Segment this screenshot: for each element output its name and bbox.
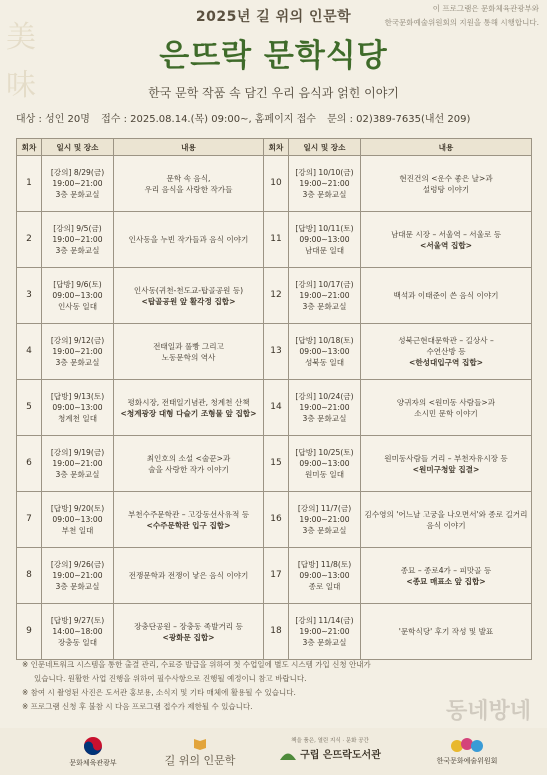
session-content-line-1: 평화시장, 전태일기념관, 청계천 산책	[127, 397, 250, 407]
session-number: 11	[264, 212, 289, 268]
session-content-cell	[114, 380, 264, 436]
session-content-line-1: 백석과 이태준이 쓴 음식 이야기	[393, 291, 499, 300]
session-content-line-1: 현진건의 <운수 좋은 날>과	[399, 173, 493, 183]
session-number: 2	[17, 212, 42, 268]
header-datetime: 일시 및 장소	[42, 139, 114, 156]
note-3: ※ 프로그램 신청 후 불참 시 다음 프로그램 접수가 제한될 수 있습니다.	[22, 702, 253, 711]
session-place: 청계천 일대	[57, 414, 98, 423]
session-content-cell	[361, 604, 532, 660]
session-time: 14:00~18:00	[52, 627, 103, 636]
page-title: 은뜨락 문학식당	[159, 38, 388, 74]
session-content-line-1: 원미동사람들 거리 – 부천자유시장 등	[384, 453, 508, 463]
session-time: 19:00~21:00	[52, 459, 103, 468]
session-date: [강의] 9/12(금)	[50, 336, 105, 345]
session-datetime-cell	[42, 268, 114, 324]
session-content-cell	[361, 268, 532, 324]
session-content-line-2: 수연산방 등	[426, 347, 466, 356]
session-place: 3층 문화교실	[55, 190, 100, 199]
session-place: 3층 문화교실	[55, 246, 100, 255]
session-date: [강의] 10/10(금)	[295, 168, 354, 177]
library-tagline: 책을 품은, 열린 지식 · 문화 공간	[291, 738, 369, 744]
session-content-cell	[361, 156, 532, 212]
session-number: 7	[17, 492, 42, 548]
session-content-line-1: 인사동(귀천-천도교-탑골공원 등)	[133, 285, 244, 295]
session-content-cell	[114, 212, 264, 268]
session-datetime-cell	[289, 492, 361, 548]
note-2: ※ 참여 시 촬영된 사진은 도서관 홍보용, 소식지 및 기타 매체에 활용될 수 있습니다.	[22, 688, 296, 697]
session-content-line-1: 양귀자의 <원미동 사람들>과	[396, 397, 496, 407]
meeting-point: <서울역 집합>	[419, 240, 473, 250]
session-content-line-1: '문학식당' 후기 작성 및 발표	[398, 627, 494, 636]
session-number: 15	[264, 436, 289, 492]
session-date: [답방] 9/27(토)	[50, 616, 105, 625]
apply-info: 접수 : 2025.08.14.(목) 09:00~, 홈페이지 접수	[101, 114, 316, 125]
humanities-logo-text: 길 위의 인문학	[164, 754, 236, 767]
watermark: 동네방네	[445, 699, 531, 724]
program-description: 한국 문학 작품 속 담긴 우리 음식과 얽힌 이야기	[148, 86, 399, 100]
session-content-line-1: 전태일과 풀빵 그리고	[153, 341, 224, 351]
session-number: 17	[264, 548, 289, 604]
session-date: [답방] 10/11(토)	[295, 224, 354, 233]
session-place: 원미동 일대	[304, 470, 345, 479]
session-place: 성북동 일대	[304, 358, 345, 367]
meeting-point: <한성대입구역 집합>	[408, 358, 484, 367]
session-content-line-2: 노동문학의 역사	[161, 352, 216, 362]
session-place: 인사동 일대	[57, 302, 98, 311]
meeting-point: <광화문 집합>	[162, 632, 215, 642]
session-datetime-cell	[289, 324, 361, 380]
library-logo	[270, 736, 390, 761]
session-place: 3층 문화교실	[302, 638, 347, 647]
session-content-line-1: 종묘 – 종로4가 – 피맛골 등	[400, 565, 492, 575]
session-number: 9	[17, 604, 42, 660]
session-date: [강의] 9/19(금)	[50, 448, 105, 457]
session-content-cell	[114, 324, 264, 380]
session-datetime-cell	[42, 492, 114, 548]
meeting-point: <청계광장 대형 다슬기 조형물 앞 집합>	[120, 408, 257, 418]
target-info: 대상 : 성인 20명	[16, 114, 90, 125]
library-logo-text: 구립 은뜨락도서관	[300, 750, 381, 761]
arko-icon	[449, 736, 485, 754]
session-number: 14	[264, 380, 289, 436]
header-content: 내용	[114, 139, 264, 156]
session-place: 3층 문화교실	[302, 190, 347, 199]
session-content-line-1: 인사동을 누빈 작가들과 음식 이야기	[128, 235, 249, 244]
support-note-line-1: 이 프로그램은 문화체육관광부와	[432, 4, 539, 13]
session-content-line-2: 설렁탕 이야기	[422, 184, 470, 194]
session-place: 장충동 일대	[57, 638, 98, 647]
session-number: 16	[264, 492, 289, 548]
session-content-line-1: 장충단공원 – 장충동 족발거리 등	[134, 621, 243, 631]
footer-logos	[0, 728, 547, 775]
session-date: [답방] 9/20(토)	[50, 504, 105, 513]
session-content-cell	[361, 324, 532, 380]
session-time: 09:00~13:00	[52, 515, 103, 524]
table-row	[17, 548, 532, 604]
session-place: 남대문 일대	[304, 246, 345, 255]
session-time: 19:00~21:00	[52, 347, 103, 356]
session-content-cell	[361, 380, 532, 436]
session-time: 09:00~13:00	[52, 403, 103, 412]
session-place: 3층 문화교실	[302, 414, 347, 423]
session-number: 3	[17, 268, 42, 324]
table-row	[17, 380, 532, 436]
contact-info: 문의 : 02)389-7635(내선 209)	[327, 114, 471, 125]
arko-logo	[412, 736, 522, 766]
session-date: [강의] 11/14(금)	[295, 616, 354, 625]
session-time: 19:00~21:00	[299, 515, 350, 524]
session-content-cell	[361, 492, 532, 548]
session-number: 10	[264, 156, 289, 212]
session-datetime-cell	[289, 156, 361, 212]
session-content-line-2: 술을 사랑한 작가 이야기	[148, 464, 229, 474]
session-place: 종로 일대	[308, 582, 341, 591]
session-time: 19:00~21:00	[52, 179, 103, 188]
session-content-cell	[114, 492, 264, 548]
session-place: 3층 문화교실	[55, 358, 100, 367]
mcst-logo-text: 문화체육관광부	[69, 759, 117, 767]
session-datetime-cell	[42, 324, 114, 380]
session-date: [답방] 9/13(토)	[50, 392, 105, 401]
session-content-cell	[114, 436, 264, 492]
session-datetime-cell	[289, 268, 361, 324]
session-content-cell	[114, 268, 264, 324]
session-number: 4	[17, 324, 42, 380]
session-content-line-1: 전쟁문학과 전쟁이 낳은 음식 이야기	[128, 571, 249, 580]
session-place: 부천 일대	[61, 526, 94, 535]
session-date: [답방] 10/18(토)	[295, 336, 354, 345]
session-time: 19:00~21:00	[52, 235, 103, 244]
session-date: [강의] 9/5(금)	[53, 224, 102, 233]
support-note-line-2: 한국문화예술위원회의 지원을 통해 시행합니다.	[384, 18, 539, 27]
note-1: ※ 인문네트워크 시스템을 통한 출결 관리, 수료증 발급을 위하여 첫 수업일에 별도 시스템 가입 신청 안내가	[22, 660, 371, 669]
session-content-line-2: 소시민 문학 이야기	[414, 408, 478, 418]
deco-character-2: 味	[6, 68, 36, 103]
session-time: 19:00~21:00	[299, 291, 350, 300]
session-date: [강의] 10/24(금)	[295, 392, 354, 401]
program-subtitle: 2025년 길 위의 인문학	[195, 9, 352, 25]
meeting-point: <원미구청앞 집결>	[412, 464, 480, 474]
session-date: [강의] 11/7(금)	[297, 504, 352, 513]
session-number: 6	[17, 436, 42, 492]
session-date: [강의] 8/29(금)	[50, 168, 105, 177]
schedule-table	[16, 138, 532, 660]
session-content-line-1: 김수영의 '어느날 고궁을 나오면서'와 종로 길거리음식 이야기	[364, 509, 528, 530]
session-time: 09:00~13:00	[52, 291, 103, 300]
session-content-line-1: 최인호의 소설 <술꾼>과	[146, 453, 231, 463]
session-datetime-cell	[42, 604, 114, 660]
table-row	[17, 436, 532, 492]
session-content-line-1: 성북근현대문학관 – 길상사 –	[398, 336, 494, 345]
header-content: 내용	[361, 139, 532, 156]
session-content-cell	[114, 604, 264, 660]
meeting-point: <종묘 매표소 앞 집합>	[406, 576, 486, 586]
session-content-line-1: 남대문 시장 – 서울역 – 서울로 등	[390, 229, 502, 239]
session-datetime-cell	[289, 604, 361, 660]
library-icon	[279, 747, 297, 761]
session-place: 3층 문화교실	[302, 302, 347, 311]
session-time: 09:00~13:00	[299, 459, 350, 468]
session-number: 8	[17, 548, 42, 604]
table-row	[17, 492, 532, 548]
session-time: 09:00~13:00	[299, 571, 350, 580]
session-content-line-1: 부천수주문학관 – 고강동선사유적 등	[127, 509, 250, 519]
session-number: 13	[264, 324, 289, 380]
session-content-cell	[114, 156, 264, 212]
session-datetime-cell	[42, 548, 114, 604]
deco-character-1: 美	[6, 20, 36, 55]
program-info	[16, 110, 536, 125]
session-datetime-cell	[42, 156, 114, 212]
session-date: [답방] 10/25(토)	[295, 448, 354, 457]
session-number: 12	[264, 268, 289, 324]
session-datetime-cell	[289, 436, 361, 492]
session-time: 19:00~21:00	[299, 403, 350, 412]
session-number: 5	[17, 380, 42, 436]
mcst-logo	[48, 736, 138, 768]
meeting-point: <탑골공원 앞 활각정 집합>	[141, 296, 236, 306]
session-time: 19:00~21:00	[299, 627, 350, 636]
session-place: 3층 문화교실	[55, 470, 100, 479]
header-datetime: 일시 및 장소	[289, 139, 361, 156]
session-place: 3층 문화교실	[302, 526, 347, 535]
session-date: [답방] 9/6(토)	[53, 280, 102, 289]
header-session: 회차	[264, 139, 289, 156]
session-content-cell	[361, 212, 532, 268]
header-session: 회차	[17, 139, 42, 156]
session-number: 18	[264, 604, 289, 660]
session-place: 3층 문화교실	[55, 582, 100, 591]
table-header-row	[17, 139, 532, 156]
session-time: 19:00~21:00	[52, 571, 103, 580]
session-datetime-cell	[42, 212, 114, 268]
session-content-line-2: 우리 음식을 사랑한 작가들	[144, 184, 233, 194]
session-content-cell	[114, 548, 264, 604]
note-1-continued: 있습니다. 원활한 사업 진행을 위하여 필수사항으로 진행될 예정이니 참고 바랍니다.	[34, 674, 307, 683]
book-icon	[193, 736, 207, 750]
table-row	[17, 212, 532, 268]
session-datetime-cell	[289, 212, 361, 268]
table-row	[17, 156, 532, 212]
session-content-cell	[361, 548, 532, 604]
arko-logo-text: 한국문화예술위원회	[436, 757, 498, 765]
session-date: [강의] 10/17(금)	[295, 280, 354, 289]
session-number: 1	[17, 156, 42, 212]
session-date: [답방] 11/8(토)	[297, 560, 352, 569]
session-datetime-cell	[42, 380, 114, 436]
table-row	[17, 604, 532, 660]
session-content-line-1: 문학 속 음식,	[166, 173, 211, 183]
meeting-point: <수주문학관 입구 집합>	[146, 520, 231, 530]
humanities-logo	[150, 736, 250, 768]
session-content-cell	[361, 436, 532, 492]
session-time: 09:00~13:00	[299, 235, 350, 244]
session-time: 19:00~21:00	[299, 179, 350, 188]
session-datetime-cell	[42, 436, 114, 492]
session-date: [강의] 9/26(금)	[50, 560, 105, 569]
table-row	[17, 268, 532, 324]
session-datetime-cell	[289, 380, 361, 436]
session-time: 09:00~13:00	[299, 347, 350, 356]
table-row	[17, 324, 532, 380]
taegeuk-icon	[83, 736, 103, 756]
session-datetime-cell	[289, 548, 361, 604]
